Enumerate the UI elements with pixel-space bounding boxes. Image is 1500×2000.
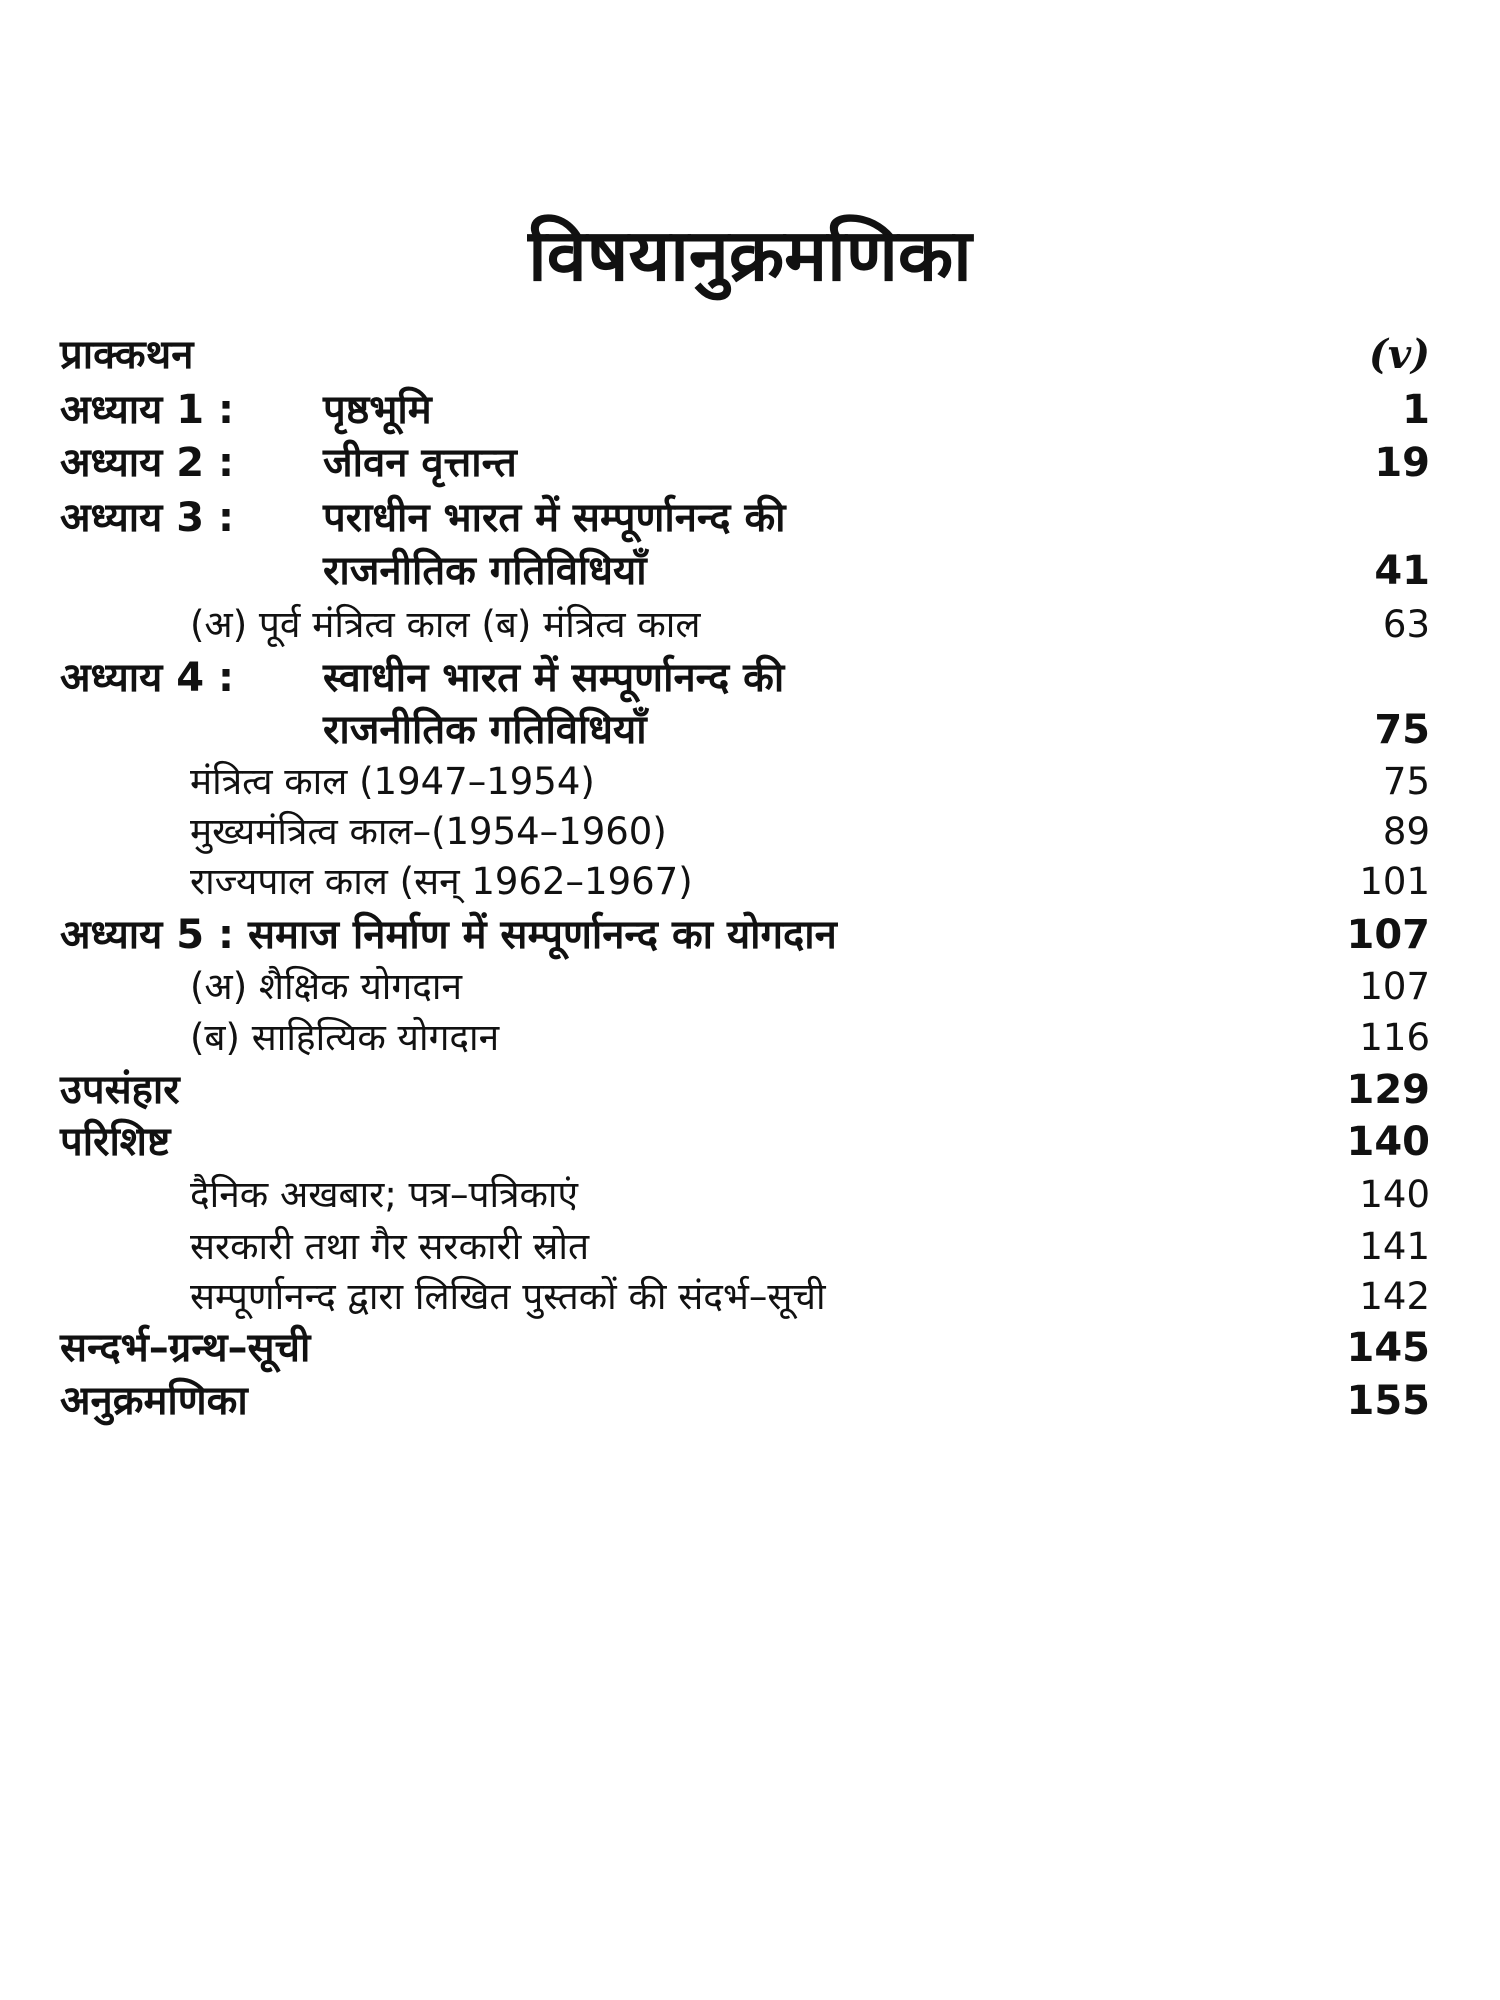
toc-entry-anukramanika[interactable] xyxy=(0,1371,1500,1431)
toc-subentry[interactable] xyxy=(0,1008,1500,1068)
toc-entry-label: अनुक्रमणिका xyxy=(60,1378,248,1424)
toc-page-number: 41 xyxy=(1374,548,1430,594)
toc-entry-label: परिशिष्ट xyxy=(60,1119,171,1165)
toc-entry-label: मुख्यमंत्रित्व काल–(1954–1960) xyxy=(190,810,667,853)
chapter-number: अध्याय 4 : xyxy=(60,655,235,701)
toc-subentry[interactable] xyxy=(0,1165,1500,1225)
toc-entry-chapter-4[interactable] xyxy=(0,648,1500,708)
toc-page-number: 145 xyxy=(1346,1325,1430,1371)
toc-page-number: 140 xyxy=(1359,1173,1430,1216)
toc-entry-chapter-5[interactable] xyxy=(0,905,1500,965)
toc-entry-label: पराधीन भारत में सम्पूर्णानन्द की xyxy=(323,495,786,541)
toc-subentry[interactable] xyxy=(0,595,1500,655)
page-title: विषयानुक्रमणिका xyxy=(528,213,972,297)
toc-entry-upsanhar[interactable] xyxy=(0,1060,1500,1120)
toc-entry-label: जीवन वृत्तान्त xyxy=(323,440,517,486)
toc-entry-label: प्राक्कथन xyxy=(60,332,194,378)
toc-entry-label: राज्यपाल काल (सन् 1962–1967) xyxy=(190,860,693,903)
toc-entry-label: अध्याय 5 : समाज निर्माण में सम्पूर्णानन्द का योगदान xyxy=(60,912,837,958)
toc-page-number: 101 xyxy=(1359,860,1430,903)
toc-page-number: 1 xyxy=(1402,387,1430,433)
toc-page-number: 75 xyxy=(1374,707,1430,753)
toc-page-number: 89 xyxy=(1382,810,1430,853)
toc-page-number: 142 xyxy=(1359,1275,1430,1318)
toc-entry-chapter-3[interactable] xyxy=(0,488,1500,548)
toc-page-number: 129 xyxy=(1346,1067,1430,1113)
toc-page-number: 140 xyxy=(1346,1119,1430,1165)
toc-page-number: 107 xyxy=(1346,912,1430,958)
toc-entry-chapter-2[interactable] xyxy=(0,433,1500,493)
toc-entry-chapter-4-cont[interactable] xyxy=(0,700,1500,760)
toc-entry-label: राजनीतिक गतिविधियाँ xyxy=(323,707,647,753)
toc-entry-label: सरकारी तथा गैर सरकारी स्रोत xyxy=(190,1225,590,1268)
toc-page-number: 19 xyxy=(1374,440,1430,486)
toc-entry-label: उपसंहार xyxy=(60,1067,180,1113)
chapter-number: अध्याय 3 : xyxy=(60,495,235,541)
toc-entry-label: (ब) साहित्यिक योगदान xyxy=(190,1016,500,1059)
toc-page-number: 107 xyxy=(1359,965,1430,1008)
toc-entry-label: (अ) शैक्षिक योगदान xyxy=(190,965,462,1008)
toc-entry-label: सम्पूर्णानन्द द्वारा लिखित पुस्तकों की संदर्भ–सूची xyxy=(190,1275,826,1318)
toc-page-number: (v) xyxy=(1368,331,1430,378)
toc-entry-label: (अ) पूर्व मंत्रित्व काल (ब) मंत्रित्व काल xyxy=(190,603,701,646)
toc-page-number: 141 xyxy=(1359,1225,1430,1268)
toc-entry-label: राजनीतिक गतिविधियाँ xyxy=(323,548,647,594)
toc-page-number: 63 xyxy=(1382,603,1430,646)
toc-entry-label: मंत्रित्व काल (1947–1954) xyxy=(190,760,595,803)
toc-subentry[interactable] xyxy=(0,852,1500,912)
toc-page-number: 116 xyxy=(1359,1016,1430,1059)
toc-entry-label: पृष्ठभूमि xyxy=(323,387,432,433)
toc-page-number: 75 xyxy=(1382,760,1430,803)
toc-page-number: 155 xyxy=(1346,1378,1430,1424)
toc-entry-chapter-3-cont[interactable] xyxy=(0,541,1500,601)
chapter-number: अध्याय 1 : xyxy=(60,387,235,433)
toc-entry-sandarbh[interactable] xyxy=(0,1318,1500,1378)
chapter-number: अध्याय 2 : xyxy=(60,440,235,486)
toc-entry-chapter-1[interactable] xyxy=(0,380,1500,440)
toc-entry-label: स्वाधीन भारत में सम्पूर्णानन्द की xyxy=(323,655,785,701)
toc-entry-label: सन्दर्भ–ग्रन्थ–सूची xyxy=(60,1325,311,1371)
toc-entry-label: दैनिक अखबार; पत्र–पत्रिकाएं xyxy=(190,1173,578,1216)
toc-entry-prakkathan[interactable] xyxy=(0,325,1500,385)
toc-entry-parishisht[interactable] xyxy=(0,1112,1500,1172)
